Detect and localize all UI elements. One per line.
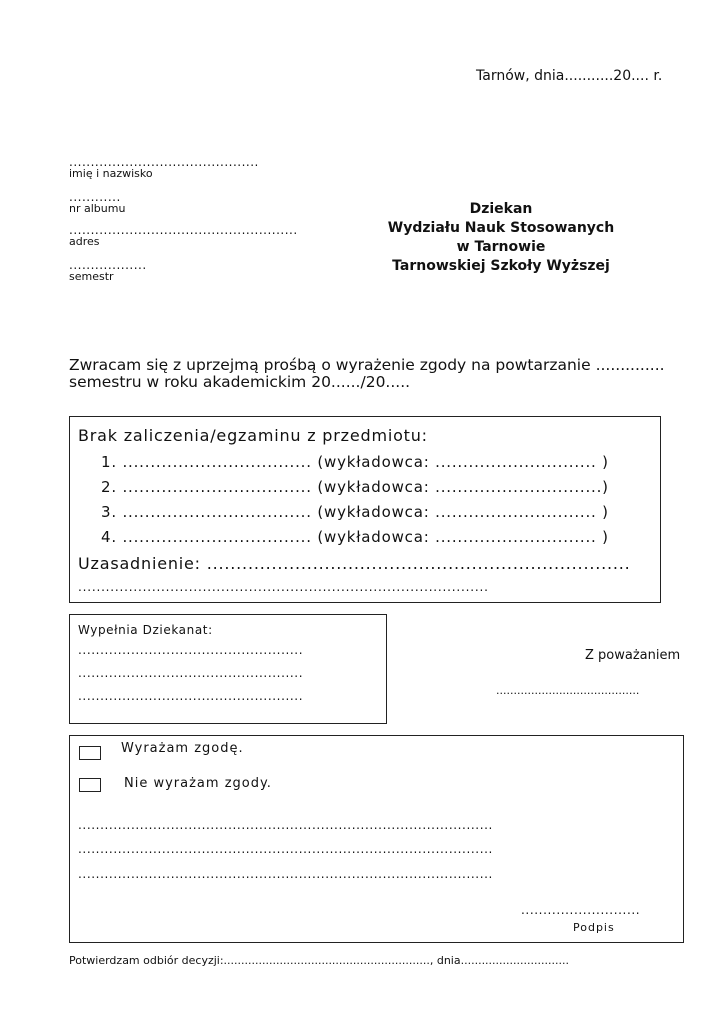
- addressee-line-2: Wydziału Nauk Stosowanych: [387, 220, 615, 236]
- decision-line-1[interactable]: ..............................................................................................: [78, 818, 493, 832]
- subject-item-4[interactable]: 4. .................................. (wykładowca: ............................. ): [101, 528, 609, 546]
- decision-line-3[interactable]: ..............................................................................................: [78, 867, 493, 881]
- disagree-checkbox[interactable]: [79, 778, 101, 792]
- decision-receipt-confirmation[interactable]: Potwierdzam odbiór decyzji:..........................................................., dnia...............................: [69, 954, 569, 967]
- decision-box: [69, 735, 684, 943]
- request-line-1: Zwracam się z uprzejmą prośbą o wyrażenie zgody na powtarzanie ..............: [69, 356, 665, 374]
- office-line-2[interactable]: ...................................................: [78, 666, 304, 680]
- regards-text: Z poważaniem: [585, 648, 681, 663]
- dean-signature-dots[interactable]: ...........................: [521, 903, 641, 917]
- justification-line[interactable]: Uzasadnienie: ........................................................................: [78, 554, 631, 573]
- agree-label: Wyrażam zgodę.: [121, 741, 244, 756]
- album-dots: ............: [69, 190, 121, 204]
- request-line-2: semestru w roku akademickim 20....../20.....: [69, 373, 411, 391]
- addressee-block: [386, 200, 616, 276]
- disagree-label: Nie wyrażam zgody.: [124, 776, 272, 791]
- name-dots: ............................................: [69, 155, 259, 169]
- agree-checkbox[interactable]: [79, 746, 101, 760]
- subject-item-3[interactable]: 3. .................................. (wykładowca: ............................. ): [101, 503, 609, 521]
- justification-line-2[interactable]: .........................................................................................: [78, 580, 489, 594]
- album-label: nr albumu: [69, 202, 126, 215]
- name-label: imię i nazwisko: [69, 167, 153, 180]
- address-label: adres: [69, 235, 100, 248]
- address-dots: .....................................................: [69, 223, 298, 237]
- place-date: Tarnów, dnia...........20.... r.: [476, 68, 663, 84]
- decision-line-2[interactable]: ..............................................................................................: [78, 842, 493, 856]
- request-text: [69, 357, 665, 391]
- signature-label: Podpis: [573, 921, 615, 934]
- subjects-heading: Brak zaliczenia/egzaminu z przedmiotu:: [78, 426, 428, 445]
- semester-dots: ..................: [69, 258, 147, 272]
- office-line-3[interactable]: ...................................................: [78, 689, 304, 703]
- applicant-signature-dots[interactable]: .........................................: [496, 684, 640, 697]
- semester-label: semestr: [69, 270, 114, 283]
- addressee-line-4: Tarnowskiej Szkoły Wyższej: [392, 258, 610, 274]
- office-heading: Wypełnia Dziekanat:: [78, 623, 213, 637]
- addressee-line-3: w Tarnowie: [456, 239, 546, 255]
- subject-item-2[interactable]: 2. .................................. (wykładowca: ..............................): [101, 478, 609, 496]
- subjects-box: [69, 416, 661, 603]
- subject-item-1[interactable]: 1. .................................. (wykładowca: ............................. ): [101, 453, 609, 471]
- office-line-1[interactable]: ...................................................: [78, 643, 304, 657]
- addressee-line-1: Dziekan: [469, 201, 533, 217]
- office-box: [69, 614, 387, 724]
